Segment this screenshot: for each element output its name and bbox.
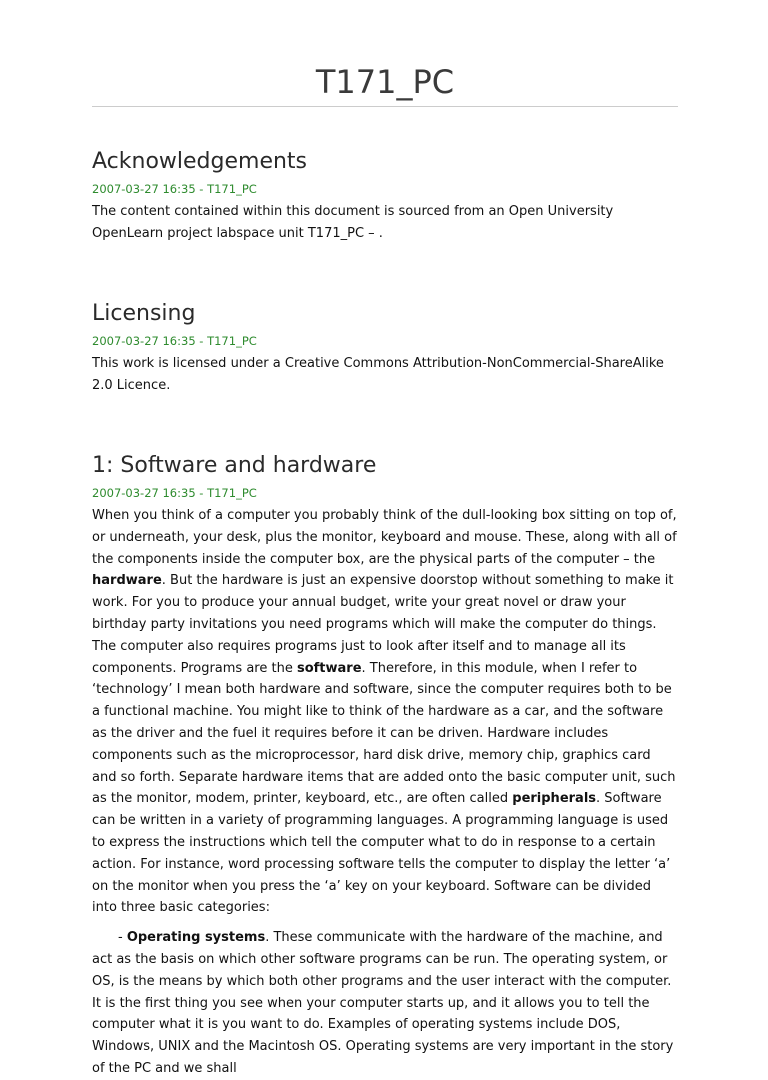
section-meta: 2007-03-27 16:35 - T171_PC — [92, 182, 257, 196]
section-acknowledgements — [92, 148, 678, 245]
text-run: . But the hardware is just an expensive doorstop without something to make it work. For you to produce your annual budget, write your great novel or draw your birthday party invitations you need programs which will make the computer do things. The computer also requires programs just to look after itself and to manage all its components. Programs are the — [92, 573, 674, 676]
section-heading: 1: Software and hardware — [92, 453, 377, 478]
section-licensing — [92, 300, 678, 397]
term-peripherals: peripherals — [512, 791, 597, 807]
text-run: . Software can be written in a variety of programming languages. A programming language is used to express the instructions which tell the computer what to do in response to a certain action. For instance, word processing software tells the computer to display the letter ‘a’ on the monitor when you press the ‘a’ key on your keyboard. Software can be divided into three basic categories: — [92, 791, 671, 916]
term-operating-systems: Operating systems — [126, 930, 266, 946]
term-software: software — [296, 660, 362, 676]
section-heading: Acknowledgements — [92, 149, 308, 174]
section-heading: Licensing — [92, 301, 196, 326]
section-paragraph: This work is licensed under a Creative Commons Attribution-NonCommercial-ShareAlike 2.0 Licence. — [92, 356, 664, 393]
list-dash: - — [118, 930, 127, 946]
list-paragraph — [92, 927, 678, 1080]
term-hardware: hardware — [92, 573, 162, 589]
text-run: . These communicate with the hardware of the machine, and act as the basis on which other software programs can be run. The operating system, or OS, is the means by which both other programs and the user interact with the computer. It is the first thing you see when your computer starts up, and it allows you to tell the computer what it is you want to do. Examples of operating systems include DOS, Windows, UNIX and the Macintosh OS. Operating systems are very important in the story of the PC and we shall — [92, 930, 674, 1076]
document-title: T171_PC — [315, 63, 455, 101]
title-divider — [92, 106, 678, 107]
text-run: . Therefore, in this module, when I refer to ‘technology’ I mean both hardware and software, since the computer requires both to be a functional machine. You might like to think of the hardware as a car, and the software as the driver and the fuel it requires before it can be driven. Hardware includes components such as the microprocessor, hard disk drive, memory chip, graphics card and so forth. Separate hardware items that are added onto the basic computer unit, such as the monitor, modem, printer, keyboard, etc., are often called — [92, 660, 676, 807]
section-paragraph: The content contained within this document is sourced from an Open University OpenLearn project labspace unit T171_PC – . — [92, 204, 614, 241]
section-meta: 2007-03-27 16:35 - T171_PC — [92, 334, 257, 348]
text-run: When you think of a computer you probably think of the dull-looking box sitting on top of, or underneath, your desk, plus the monitor, keyboard and mouse. These, along with all of the components inside the computer box, are the physical parts of the computer – the — [92, 508, 677, 567]
section-software-hardware — [92, 452, 678, 1080]
document-page — [92, 0, 678, 1076]
section-paragraph — [92, 505, 678, 919]
section-meta: 2007-03-27 16:35 - T171_PC — [92, 486, 257, 500]
